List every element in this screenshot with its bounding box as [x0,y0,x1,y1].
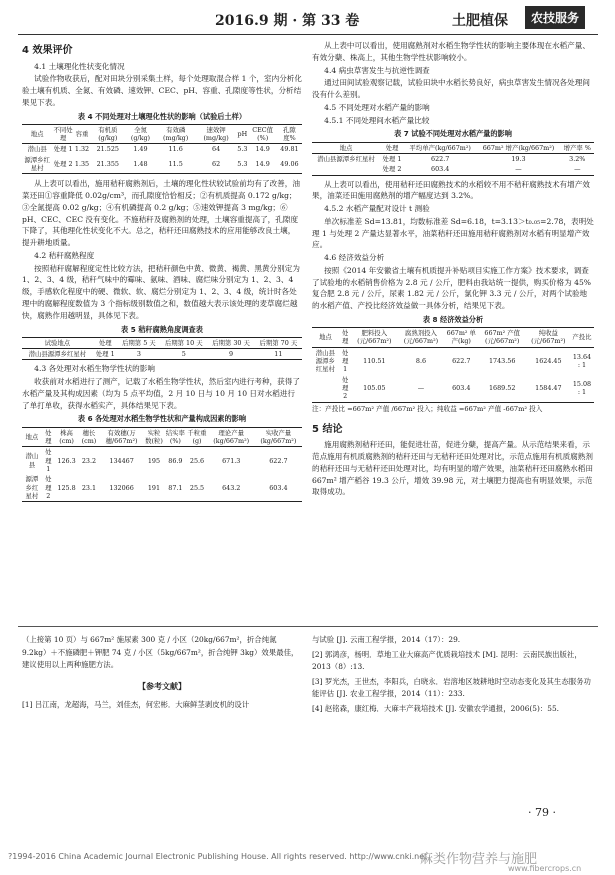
cell: 1624.45 [535,357,562,366]
header-rule [18,34,598,35]
th: 有效穗(万穗/667m²) [100,427,144,447]
cell: 671.3 [222,456,241,465]
th: CEC值(%) [248,124,276,144]
cell: 64 [212,145,221,154]
th: 增产率 % [561,142,594,153]
cell: 潜山县 [27,145,47,154]
reference-item: [1] 吕江南，龙超海，马兰，刘佳杰，何宏彬．大麻鲜茎剥皮机的设计 [22,700,250,710]
cell: 110.51 [363,357,386,366]
subheading: 4.4 病虫草害发生与抗逆性调查 [324,65,430,75]
cell: 49.81 [280,145,299,154]
subheading: 4.5.2 水稻产量配对设计 t 测验 [324,204,430,214]
cell: 9 [207,349,254,360]
watermark: 麻类作物营养与施肥 [420,852,538,867]
cell: 潜山县 [25,452,39,469]
reference-item: [3] 罗光杰，王世杰，李阳兵，白晓永．岩溶地区坡耕地时空动态变化及其生态服务功能评估 [J]. 农业工程学报，2014（11）：233. [312,676,591,699]
paragraph: 收获前对水稻进行了测产，记载了水稻生物学性状，然后室内进行考种，获得了水稻产量及其构成因素（均为 5 点平均值，2 月 10 日与 10 月 10 日对水稻进行了单打单收，获得水稻实产，具体结果见下表。 [22,377,300,410]
th: 地点 [312,328,339,348]
cell: 62 [196,155,236,174]
section-divider [18,626,598,627]
cell: 11.6 [168,145,183,154]
cell: 13.64 : 1 [572,352,592,370]
cell: 11.5 [155,155,195,174]
cell: 处理 2 [52,155,74,174]
subheading: 4.2 秸秆腐熟程度 [34,250,95,260]
th: 孔隙度% [277,124,302,144]
th: 容重 [74,124,90,144]
table-6 [22,427,302,503]
th: 地点 [22,124,52,144]
cell: 1.32 [74,145,90,154]
reference-item: [2] 郭鸿彦，杨明．草地工业大麻高产优质栽培技术 [M]. 昆明：云南民族出版社，2013（8）:13. [312,649,582,672]
cell: 11 [255,349,302,360]
cell: 5.3 [237,145,248,154]
subheading: 4.3 各处理对水稻生物学性状的影响 [34,364,155,374]
table-row [22,155,302,174]
cell: 1.48 [125,155,155,174]
th: 结实率(%) [165,428,185,445]
cell: 125.8 [55,474,79,501]
bottom-left [22,634,302,714]
cell: 132066 [100,474,144,501]
cell: 19.3 [511,154,526,163]
table-row [312,153,594,164]
th: 处理 [339,328,352,348]
th: 腐熟剂投入(元/667m²) [397,328,445,348]
cell: 23.2 [81,456,97,465]
bottom-right [312,634,594,717]
references-heading: 【参考文献】 [138,680,186,691]
th: 后期第 5 天 [118,337,160,348]
th: 平均单产(kg/667m²) [404,142,477,153]
cell: 105.05 [352,375,398,402]
th: 地点 [312,142,380,153]
cell: 622.7 [269,456,288,465]
table-row [312,347,594,374]
th: 不同处理 [53,125,73,143]
cell: 5 [160,349,207,360]
table-caption: 表 7 试验不同处理对水稻产量的影响 [394,129,512,139]
cell: 23.1 [78,474,99,501]
cell: 15.08 : 1 [570,375,594,402]
th: 处理 [42,427,55,447]
table-caption: 表 4 不同处理对土壤理化性状的影响（试验后土样） [77,111,247,121]
th: 有机质(g/kg) [90,124,125,144]
table-7 [312,142,594,176]
paragraph: 按照《2014 年安徽省土壤有机质提升补贴项目实施工作方案》技术要求，调查了试验地的水稻销售价格为 2.8 元 / 公斤，肥料由我站统一提供，购买价格为 45% 复合肥 2.8 元 / 公斤，尿素 1.82 元 / 公斤，氯化钾 3.3 元 / 公斤，对两个试验地的水稻产值、产投比经济效益做一具体分析，结果见下表。 [312,265,591,311]
subheading: 4.6 经济效益分析 [324,253,385,263]
cell [312,375,339,402]
table-caption: 表 5 秸秆腐熟角度调查表 [121,324,203,334]
cell: — [561,164,594,175]
cell: 5.3 [236,155,248,174]
table-note: 注：产投比 =667m² 产值 /667m² 投入；纯收益 =667m² 产值 -667m² 投入 [312,404,543,413]
cell: 49.06 [277,155,302,174]
journal-issue: 2016.9 期 · 第 33 卷 [215,13,360,29]
cell: 25.6 [189,456,205,465]
cell: 源潭乡红星村 [22,155,52,174]
th: 实粒数(粒) [145,428,163,445]
cell: 191 [144,474,165,501]
reference-item: 与试验 [J]. 云南工程学报，2014（17）：29. [312,635,461,644]
cell: 潜山县源潭乡红星村 [317,154,375,163]
cell: 643.2 [208,474,255,501]
paragraph: 通过田间试验观察记载，试验田块中水稻长势良好，病虫草害发生情况各处理间没有什么差别。 [312,78,590,100]
table-row [312,164,594,175]
table-row [22,474,302,501]
cell: 14.9 [248,155,276,174]
cell: 3 [118,349,160,360]
th: 试验地点 [22,337,93,348]
cell: 603.4 [404,164,477,175]
cell: 处理 1 [45,448,52,473]
th: 株高(cm) [55,427,79,447]
cell: 处理 1 [341,348,349,374]
continued-text: （上接第 10 页）与 667m² 施尿素 300 克 / 小区（20kg/667m²，折合纯氮 9.2kg）＋不施磷肥＋钾肥 74 克 / 小区（5kg/667m²，折合纯钾 3kg）效果最佳，建议使用以上两种施肥方法。 [22,635,299,670]
th: 667m² 产值(元/667m²) [478,328,527,348]
th: 全氮(g/kg) [125,124,155,144]
cell: 潜山县源潭乡红星村 [315,348,335,374]
table-4 [22,124,302,175]
paragraph: 试验作物收获后，配对田块分别采集土样，每个处理取混合样 1 个，室内分析化验土壤有机质、全氮、有效磷、速效钾、CEC、pH、容重、孔隙度等性状，分析结果见下表。 [22,74,302,107]
cell: 195 [147,456,161,465]
paragraph: 施用腐熟剂秸秆还田，能促进壮苗，促进分蘖，提高产量。从示范结果来看，示范点施用有机质腐熟剂的秸秆还田与无秸秆还田处理对比，示范点施用有机质腐熟剂的秸秆还田与无秸秆还田处理对比，均有明显的增产效果，油菜秸秆还田腐熟水稻田 667m² 增产稻谷 19.3 公斤，增效 39.98 元，对土壤肥力提高也有明显效果，示范取得成功。 [312,440,593,497]
th: 667m² 单产(kg) [446,329,476,346]
th: 有效磷(mg/kg) [155,124,195,144]
copyright-footer: ?1994-2016 China Academic Journal Electronic Publishing House. All rights reserved. http://www.cnki.net [8,852,428,861]
table-5 [22,337,302,361]
table-caption: 表 6 各处理对水稻生物学性状和产量构成因素的影响 [77,414,247,424]
cell: 处理 2 [42,474,55,501]
table-row [22,144,302,155]
cell: 潜山县源潭乡红星村 [22,349,93,360]
watermark-url: www.fibercrops.cn [508,864,582,873]
section-heading: 4 效果评价 [22,45,73,56]
subheading: 4.1 土壤理化性状变化情况 [34,61,125,71]
subheading: 4.5.1 不同处理间水稻产量比较 [324,115,430,125]
cell: 处理 2 [380,164,404,175]
cell: 21.355 [90,155,125,174]
cell: 处理 1 [382,154,402,163]
cell: 622.7 [452,357,471,366]
cell: 1.49 [133,145,148,154]
th: 地点 [22,427,42,447]
th: 穗长(cm) [78,427,99,447]
cell: 603.4 [445,375,478,402]
table-row [22,349,302,360]
cell: 603.4 [255,474,302,501]
cell: 1.35 [74,155,90,174]
th: 纯收益(元/667m²) [527,328,570,348]
cell: 622.7 [431,154,450,163]
cell: 14.9 [255,145,270,154]
section-heading: 5 结论 [312,423,343,435]
paragraph: 按照秸秆腐解程度定性比较方法，把秸秆颜色中黄、微黄、褐黄、黑黄分别定为 1、2、3、4 级，秸秆气味中的霉味、氨味、酒味、腐烂味分别定为 1、2、3、4 级，手感软化程度中的硬、微软、软、腐烂分别定为 1、2、3、4 级，统计时各处理中的腐解程度数值为 3 个指标级别数值之和，数值越大表示该处理的麦草腐烂越快，腐熟作用越明显，具体见下表。 [22,263,300,320]
cell: 1584.47 [527,375,570,402]
cell: 86.9 [168,456,183,465]
th: 处理 [380,142,404,153]
right-column [312,40,594,499]
paragraph: 从上表可以看出，使用秸秆还田腐熟技术的水稻较不用不秸秆腐熟技术有增产效果，油菜还田施用腐熟剂的增产幅度达到 3.2%。 [312,179,590,201]
section-badge: 农技服务 [525,6,585,29]
th: pH [236,124,248,144]
th: 后期第 30 天 [207,337,254,348]
page-number: · 79 · [528,806,556,819]
cell: 处理 1 [93,349,118,360]
table-row [22,447,302,474]
cell: 134467 [109,456,134,465]
section-title: 土肥植保 [452,13,508,29]
th: 后期第 70 天 [255,337,302,348]
paragraph: 单次标准差 Sd=13.81，均数标准差 Sd=6.18，t=3.13＞t₀.₀₅=2.78，表明处理 1 与处理 2 产量达显著水平，油菜秸秆还田施用秸秆腐熟剂对水稻有明显增产效应。 [312,216,594,250]
cell: — [476,164,560,175]
cell: 25.5 [186,474,207,501]
th: 处理 [93,337,118,348]
cell: 源潭乡红星村 [22,474,42,501]
th: 肥料投入(元/667m²) [352,328,398,348]
cell: 3.2% [569,154,586,163]
cell: 1743.56 [488,357,516,366]
subheading: 4.5 不同处理对水稻产量的影响 [324,102,430,112]
paragraph: 从上表中可以看出，使用腐熟剂对水稻生物学性状的影响主要体现在水稻产量、有效分蘖、株高上，其他生物学性状影响较小。 [312,41,590,62]
th: 实收产量(kg/667m²) [255,427,302,447]
cell: 1689.52 [478,375,527,402]
th: 理论产量(kg/667m²) [208,427,255,447]
paragraph: 从上表可以看出，施用秸秆腐熟剂后，土壤的理化性状较试验前均有了改善，油菜还田①容重降低 0.02g/cm³，而孔隙度恰恰相反；②有机质提高 0.172 g/kg；③全氮提高 0.02 g/kg；④有机磷提高 0.2 g/kg；⑤速效钾提高 3 mg/kg；⑥ pH、CEC、CEC 没有变化。不施秸秆及腐熟剂的处理，土壤容重提高了，孔隙度下降了，其他理化性状变化不大。总之，秸秆还田腐熟技术的应用能够改良土壤，提升耕地质量。 [22,179,300,248]
table-caption: 表 8 经济效益分析 [422,314,484,324]
cell: 21.525 [96,145,119,154]
cell: 处理 2 [339,375,352,402]
left-column [22,40,302,502]
th: 千粒重(g) [187,428,207,445]
th: 后期第 10 天 [160,337,207,348]
table-row [312,375,594,402]
cell: 87.1 [164,474,186,501]
cell: 处理 1 [53,145,73,154]
reference-item: [4] 赵铭森，康红梅．大麻丰产栽培技术 [J]. 安徽农学通报，2006(5)：55. [312,703,560,713]
th: 速效钾(mg/kg) [196,124,236,144]
cell: 8.6 [415,357,427,366]
cell: 126.3 [57,456,76,465]
th: 产投比 [570,328,594,348]
cell [312,164,380,175]
th: 667m² 增产(kg/667m²) [476,142,560,153]
cell: — [397,375,445,402]
table-8 [312,327,594,403]
